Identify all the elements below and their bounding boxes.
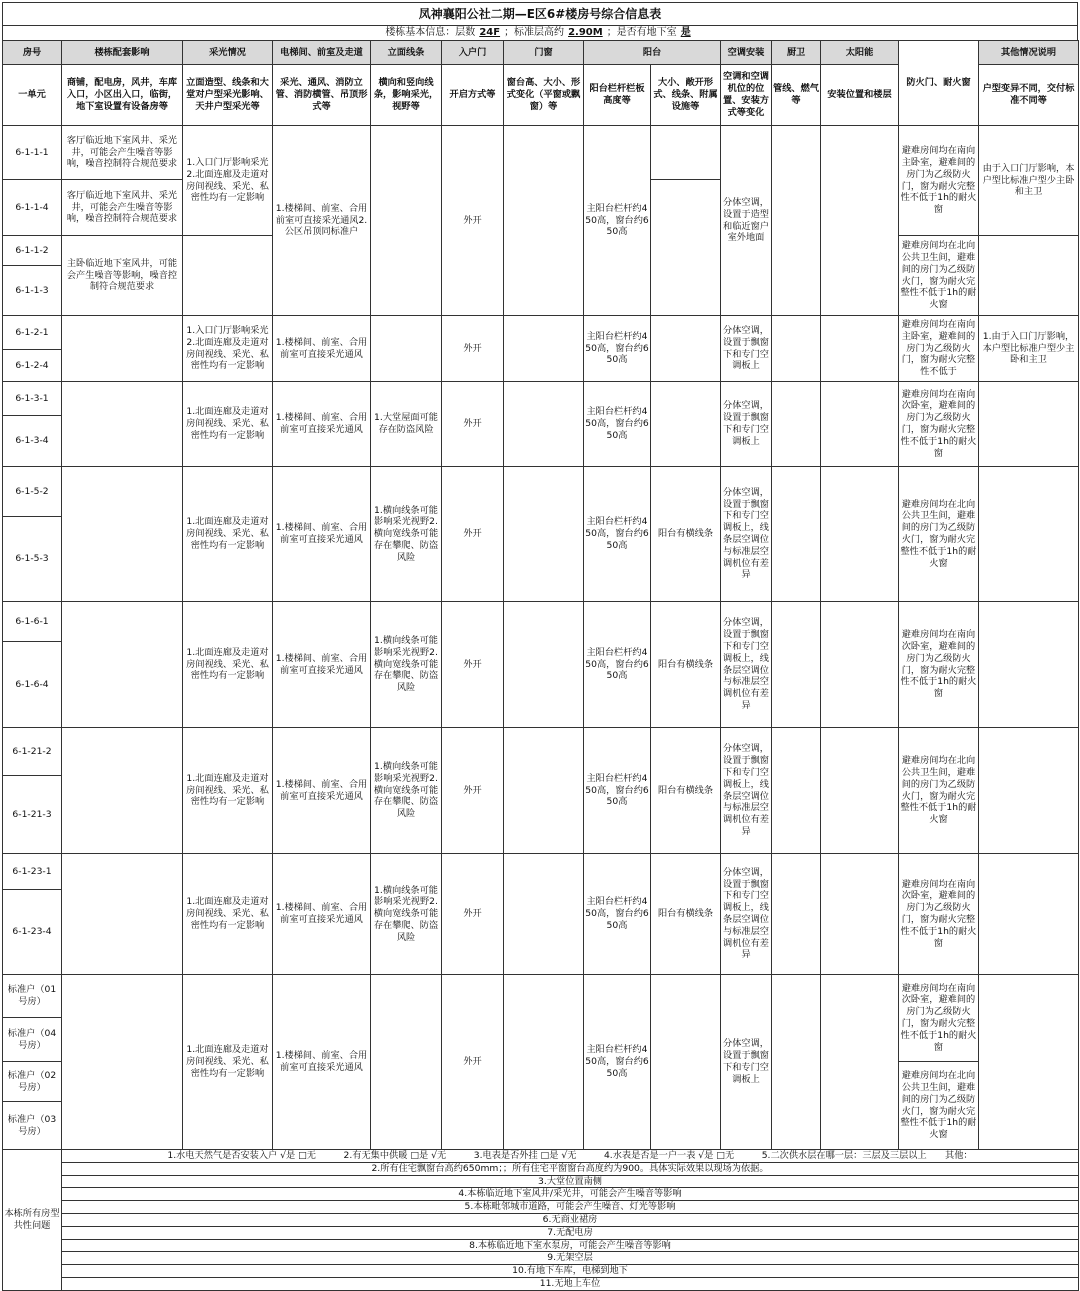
table-row (3, 1252, 1079, 1265)
kitchen-cell (772, 975, 821, 1150)
entry-cell: 外开 (442, 316, 504, 382)
balcony-size-cell (651, 180, 721, 316)
room-number: 6-1-1-1 (3, 126, 62, 180)
lighting-cell: 1.北面连廊及走道对房间视线、采光、私密性均有一定影响 (183, 854, 273, 975)
subheader-rail: 阳台栏杆栏板高度等 (584, 65, 651, 126)
table-row (3, 1226, 1079, 1239)
subheader-elevator: 采光、通风、消防立管、消防横管、吊顶形式等 (273, 65, 371, 126)
ac-cell: 分体空调，设置于飘窗下和专门空调板上，线条层空调位与标准层空调机位有差异 (721, 854, 772, 975)
fire-cell: 避难房间均在南向次卧室，避难间的房门为乙级防火门，窗为耐火完整性不低于1h的耐火窗 (899, 602, 979, 728)
solar-cell (821, 382, 899, 467)
building-info (2, 25, 1078, 40)
ac-cell: 分体空调，设置于飘窗下和专门空调板上，线条层空调位与标准层空调机位有差异 (721, 728, 772, 854)
window-cell (504, 975, 584, 1150)
window-cell (504, 382, 584, 467)
facade-cell (371, 975, 442, 1150)
facade-cell: 1.横向线条可能影响采光视野2.横向宽线条可能存在攀爬、防盗风险 (371, 602, 442, 728)
room-number: 6-1-3-1 (3, 382, 62, 416)
room-number: 标准户（01号房） (3, 975, 62, 1018)
room-number: 6-1-6-1 (3, 602, 62, 642)
other-cell: 1.由于入口门厅影响，本户型比标准户型少主卧和主卫 (979, 316, 1079, 382)
common-issue-item: 2.所有住宅飘窗台高约650mm；；所有住宅平窗窗台高度约为900。具体实际效果以现场为依据。 (62, 1162, 1079, 1175)
facility-cell (62, 728, 183, 854)
facility-cell (62, 975, 183, 1150)
info-prefix: 楼栋基本信息：层数 (385, 27, 476, 38)
fire-cell: 避难房间均在南向主卧室，避难间的房门为乙级防火门，窗为耐火完整性不低于1h的耐火窗 (899, 126, 979, 236)
facade-cell: 1.横向线条可能影响采光视野2.横向宽线条可能存在攀爬、防盗风险 (371, 728, 442, 854)
common-issue-item: 10.有地下车库，电梯到地下 (62, 1265, 1079, 1278)
table-row (3, 1265, 1079, 1278)
common-issue-item: 9.无架空层 (62, 1252, 1079, 1265)
info-suffix: ；是否有地下室 (606, 27, 677, 38)
balcony-rail-cell: 主阳台栏杆约450高，窗台约650高 (584, 126, 651, 316)
common-issue-item: 4.本栋临近地下室风井/采光井，可能会产生噪音等影响 (62, 1188, 1079, 1201)
facility-cell (62, 467, 183, 602)
table-row (3, 1188, 1079, 1201)
subheader-other: 户型变异不同，交付标准不同等 (979, 65, 1079, 126)
common-issue-item: 5.本栋毗邻城市道路，可能会产生噪音、灯光等影响 (62, 1201, 1079, 1214)
balcony-size-cell: 阳台有横线条 (651, 728, 721, 854)
height-value: 2.90M (568, 27, 603, 38)
facility-cell (62, 602, 183, 728)
table-row (3, 126, 1079, 180)
lighting-cell: 1.入口门厅影响采光2.北面连廊及走道对房间视线、采光、私密性均有一定影响 (183, 126, 273, 236)
balcony-rail-cell: 主阳台栏杆约450高，窗台约650高 (584, 975, 651, 1150)
elevator-cell: 1.楼梯间、前室、合用前室可直接采光通风2.公区吊顶同标准户 (273, 126, 371, 316)
balcony-rail-cell: 主阳台栏杆约450高，窗台约650高 (584, 382, 651, 467)
table-row (3, 854, 1079, 890)
other-cell (979, 602, 1079, 728)
facility-cell: 客厅临近地下室风井、采光井，可能会产生噪音等影响，噪音控制符合规范要求 (62, 180, 183, 236)
room-number: 6-1-1-3 (3, 266, 62, 316)
fire-cell: 避难房间均在北向公共卫生间，避难间的房门为乙级防火门，窗为耐火完整性不低于1h的耐火窗 (899, 1062, 979, 1150)
window-cell (504, 126, 584, 316)
header-facade: 立面线条 (371, 41, 442, 65)
header-balcony: 阳台 (584, 41, 721, 65)
balcony-size-cell: 阳台有横线条 (651, 602, 721, 728)
subheader-balcony-size: 大小、敞开形式、线条、附属设施等 (651, 65, 721, 126)
lighting-cell: 1.北面连廊及走道对房间视线、采光、私密性均有一定影响 (183, 382, 273, 467)
subheader-window: 窗台高、大小、形式变化（平窗或飘窗）等 (504, 65, 584, 126)
room-number: 标准户（04号房） (3, 1018, 62, 1062)
subheader-solar: 安装位置和楼层 (821, 65, 899, 126)
room-number: 6-1-21-2 (3, 728, 62, 776)
other-cell (979, 382, 1079, 467)
elevator-cell: 1.楼梯间、前室、合用前室可直接采光通风 (273, 854, 371, 975)
room-number: 6-1-5-2 (3, 467, 62, 517)
table-row (3, 41, 1079, 65)
kitchen-cell (772, 854, 821, 975)
header-entry: 入户门 (442, 41, 504, 65)
header-other: 其他情况说明 (979, 41, 1079, 65)
table-row (3, 1150, 1079, 1163)
ac-cell: 分体空调，设置于飘窗下和专门空调板上，线条层空调位与标准层空调机位有差异 (721, 602, 772, 728)
table-row (3, 975, 1079, 1018)
lighting-cell: 1.入口门厅影响采光2.北面连廊及走道对房间视线、采光、私密性均有一定影响 (183, 316, 273, 382)
room-number: 标准户（03号房） (3, 1102, 62, 1150)
entry-cell: 外开 (442, 728, 504, 854)
table-row (3, 728, 1079, 776)
sheet-title: 凤神襄阳公社二期—E区6#楼房号综合信息表 (2, 2, 1078, 25)
other-cell (979, 236, 1079, 316)
subheader-facility: 商铺，配电房，风井，车库入口，小区出入口，临街，地下室设置有设备房等 (62, 65, 183, 126)
kitchen-cell (772, 602, 821, 728)
header-facility: 楼栋配套影响 (62, 41, 183, 65)
facade-cell (371, 126, 442, 316)
room-number: 6-1-6-4 (3, 642, 62, 728)
elevator-cell: 1.楼梯间、前室、合用前室可直接采光通风 (273, 728, 371, 854)
facility-cell (62, 854, 183, 975)
facility-cell: 客厅临近地下室风井、采光井，可能会产生噪音等影响，噪音控制符合规范要求 (62, 126, 183, 180)
solar-cell (821, 854, 899, 975)
elevator-cell: 1.楼梯间、前室、合用前室可直接采光通风 (273, 602, 371, 728)
common-issue-item: 11.无地上车位 (62, 1277, 1079, 1290)
common-issue-item: 1.水电天然气是否安装入户 √是 □无 2.有无集中供暖 □是 √无 3.电表是否外挂 □是 √无 4.水表是否是一户一表 √是 □无 5.二次供水层在哪一层：三层及三层以上 其他： (62, 1150, 1079, 1163)
elevator-cell: 1.楼梯间、前室、合用前室可直接采光通风 (273, 316, 371, 382)
lighting-cell: 1.北面连廊及走道对房间视线、采光、私密性均有一定影响 (183, 602, 273, 728)
solar-cell (821, 602, 899, 728)
fire-cell: 避难房间均在南向次卧室，避难间的房门为乙级防火门，窗为耐火完整性不低于1h的耐火窗 (899, 975, 979, 1062)
kitchen-cell (772, 728, 821, 854)
info-mid: ；标准层高约 (504, 27, 565, 38)
subheader-lighting: 立面造型、线条和大堂对户型采光影响、天井户型采光等 (183, 65, 273, 126)
balcony-rail-cell: 主阳台栏杆约450高，窗台约650高 (584, 728, 651, 854)
room-number: 6-1-23-1 (3, 854, 62, 890)
kitchen-cell (772, 316, 821, 382)
lighting-cell (183, 236, 273, 316)
basement-value: 是 (680, 27, 691, 38)
table-body (3, 41, 1079, 1291)
other-cell (979, 728, 1079, 854)
room-number: 6-1-2-4 (3, 350, 62, 382)
window-cell (504, 728, 584, 854)
header-ac: 空调安装 (721, 41, 772, 65)
solar-cell (821, 467, 899, 602)
table-row (3, 1175, 1079, 1188)
solar-cell (821, 126, 899, 316)
fire-cell: 避难房间均在南向次卧室，避难间的房门为乙级防火门，窗为耐火完整性不低于1h的耐火窗 (899, 382, 979, 467)
fire-cell: 避难房间均在北向公共卫生间，避难间的房门为乙级防火门，窗为耐火完整性不低于1h的耐火窗 (899, 236, 979, 316)
fire-cell: 避难房间均在北向公共卫生间，避难间的房门为乙级防火门，窗为耐火完整性不低于1h的耐火窗 (899, 467, 979, 602)
floors-value: 24F (479, 27, 501, 38)
kitchen-cell (772, 382, 821, 467)
room-number: 6-1-23-4 (3, 890, 62, 975)
lighting-cell: 1.北面连廊及走道对房间视线、采光、私密性均有一定影响 (183, 975, 273, 1150)
elevator-cell: 1.楼梯间、前室、合用前室可直接采光通风 (273, 382, 371, 467)
ac-cell: 分体空调，设置于造型和临近窗户室外地面 (721, 126, 772, 316)
fire-cell: 避难房间均在南向次卧室，避难间的房门为乙级防火门，窗为耐火完整性不低于1h的耐火窗 (899, 854, 979, 975)
ac-cell: 分体空调，设置于飘窗下和专门空调板上 (721, 975, 772, 1150)
entry-cell: 外开 (442, 975, 504, 1150)
table-row (3, 1162, 1079, 1175)
room-number: 6-1-1-4 (3, 180, 62, 236)
room-number: 6-1-2-1 (3, 316, 62, 350)
balcony-size-cell: 阳台有横线条 (651, 467, 721, 602)
header-lighting: 采光情况 (183, 41, 273, 65)
room-number: 6-1-3-4 (3, 416, 62, 467)
entry-cell: 外开 (442, 126, 504, 316)
other-cell (979, 467, 1079, 602)
entry-cell: 外开 (442, 854, 504, 975)
common-issue-item: 3.大堂位置南侧 (62, 1175, 1079, 1188)
balcony-size-cell (651, 382, 721, 467)
header-fire: 防火门、耐火窗 (899, 41, 979, 126)
room-number: 6-1-21-3 (3, 776, 62, 854)
balcony-rail-cell: 主阳台栏杆约450高，窗台约650高 (584, 602, 651, 728)
balcony-size-cell (651, 126, 721, 180)
balcony-rail-cell: 主阳台栏杆约450高，窗台约650高 (584, 467, 651, 602)
table-row (3, 1277, 1079, 1290)
solar-cell (821, 316, 899, 382)
info-sheet (2, 2, 1078, 1291)
table-row (3, 1239, 1079, 1252)
header-elevator: 电梯间、前室及走道 (273, 41, 371, 65)
balcony-rail-cell: 主阳台栏杆约450高，窗台约650高 (584, 854, 651, 975)
window-cell (504, 467, 584, 602)
balcony-size-cell: 阳台有横线条 (651, 854, 721, 975)
fire-cell: 避难房间均在南向主卧室，避难间的房门为乙级防火门，窗为耐火完整性不低于 (899, 316, 979, 382)
window-cell (504, 854, 584, 975)
window-cell (504, 316, 584, 382)
table-row (3, 602, 1079, 642)
header-kitchen: 厨卫 (772, 41, 821, 65)
balcony-size-cell (651, 975, 721, 1150)
entry-cell: 外开 (442, 602, 504, 728)
subheader-unit: 一单元 (3, 65, 62, 126)
info-table (2, 40, 1079, 1291)
table-row (3, 1213, 1079, 1226)
kitchen-cell (772, 126, 821, 316)
other-cell (979, 854, 1079, 975)
table-row (3, 382, 1079, 416)
table-row (3, 316, 1079, 350)
ac-cell: 分体空调，设置于飘窗下和专门空调板上，线条层空调位与标准层空调机位有差异 (721, 467, 772, 602)
table-row (3, 467, 1079, 517)
room-number: 标准户（02号房） (3, 1062, 62, 1102)
common-issue-item: 6.无商业裙房 (62, 1213, 1079, 1226)
subheader-kitchen: 管线、燃气等 (772, 65, 821, 126)
header-room: 房号 (3, 41, 62, 65)
facade-cell: 1.大堂屋面可能存在防盗风险 (371, 382, 442, 467)
facade-cell: 1.横向线条可能影响采光视野2.横向宽线条可能存在攀爬、防盗风险 (371, 854, 442, 975)
common-issue-item: 8.本栋临近地下室水泵房，可能会产生噪音等影响 (62, 1239, 1079, 1252)
solar-cell (821, 728, 899, 854)
subheader-facade: 横向和竖向线条，影响采光，视野等 (371, 65, 442, 126)
entry-cell: 外开 (442, 382, 504, 467)
kitchen-cell (772, 467, 821, 602)
header-window: 门窗 (504, 41, 584, 65)
room-number: 6-1-1-2 (3, 236, 62, 266)
facade-cell: 1.横向线条可能影响采光视野2.横向宽线条可能存在攀爬、防盗风险 (371, 467, 442, 602)
facility-cell (62, 382, 183, 467)
subheader-entry: 开启方式等 (442, 65, 504, 126)
balcony-size-cell (651, 316, 721, 382)
common-issues-label: 本栋所有房型共性问题 (3, 1150, 62, 1291)
lighting-cell: 1.北面连廊及走道对房间视线、采光、私密性均有一定影响 (183, 728, 273, 854)
solar-cell (821, 975, 899, 1150)
elevator-cell: 1.楼梯间、前室、合用前室可直接采光通风 (273, 467, 371, 602)
other-cell (979, 975, 1079, 1150)
window-cell (504, 602, 584, 728)
facility-cell (62, 316, 183, 382)
room-number: 6-1-5-3 (3, 517, 62, 602)
ac-cell: 分体空调，设置于飘窗下和专门空调板上 (721, 382, 772, 467)
elevator-cell: 1.楼梯间、前室、合用前室可直接采光通风 (273, 975, 371, 1150)
other-cell: 由于入口门厅影响，本户型比标准户型少主卧和主卫 (979, 126, 1079, 236)
facility-cell: 主卧临近地下室风井，可能会产生噪音等影响，噪音控制符合规范要求 (62, 236, 183, 316)
facade-cell (371, 316, 442, 382)
ac-cell: 分体空调，设置于飘窗下和专门空调板上 (721, 316, 772, 382)
lighting-cell: 1.北面连廊及走道对房间视线、采光、私密性均有一定影响 (183, 467, 273, 602)
balcony-rail-cell: 主阳台栏杆约450高，窗台约650高 (584, 316, 651, 382)
header-solar: 太阳能 (821, 41, 899, 65)
fire-cell: 避难房间均在北向公共卫生间，避难间的房门为乙级防火门，窗为耐火完整性不低于1h的耐火窗 (899, 728, 979, 854)
common-issue-item: 7.无配电房 (62, 1226, 1079, 1239)
subheader-ac: 空调和空调机位的位置、安装方式等变化 (721, 65, 772, 126)
table-row (3, 1201, 1079, 1214)
entry-cell: 外开 (442, 467, 504, 602)
